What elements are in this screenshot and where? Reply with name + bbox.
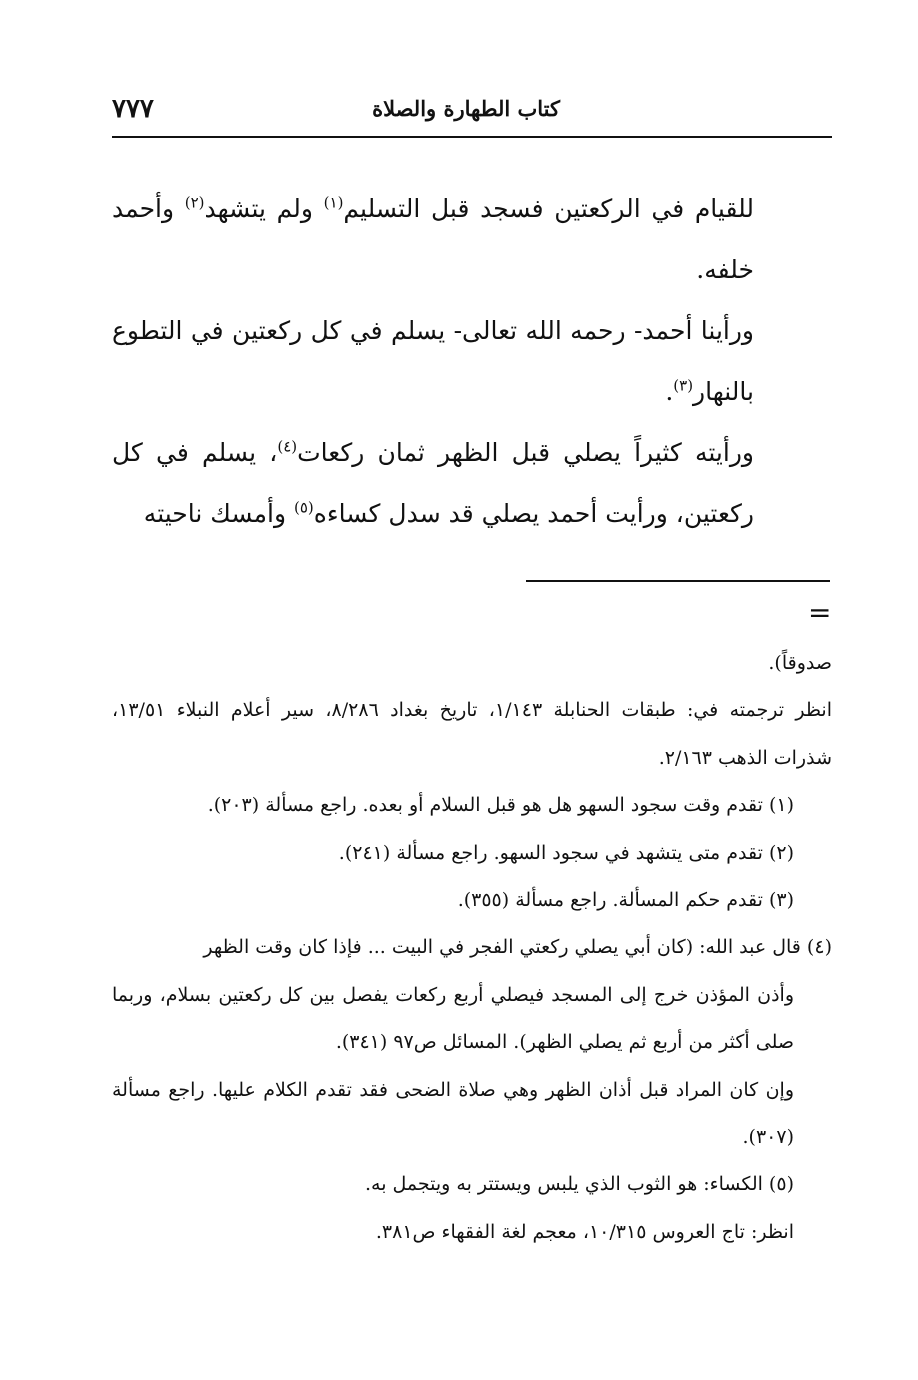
footnote-separator <box>526 580 830 582</box>
paragraph-3: ورأيته كثيراً يصلي قبل الظهر ثمان ركعات$^{(٤)}$، يسلم في كل ركعتين، ورأيت أحمد يصلي قد سدل كساءه$^{(٥)}$ وأمسك ناحيته <box>112 437 754 528</box>
footnote-4-extra: وإن كان المراد قبل أذان الظهر وهي صلاة الضحى فقد تقدم الكلام عليها. راجع مسألة (٣٠٧). <box>112 1078 794 1149</box>
footnote-5-ref: انظر: تاج العروس ١٠/٣١٥، معجم لغة الفقهاء ص٣٨١. <box>375 1220 794 1243</box>
footnote-ref-4[interactable]: (٤) <box>277 437 298 456</box>
footnotes <box>112 640 832 1256</box>
footnote-ref-1[interactable]: (١) <box>323 193 344 212</box>
footnote-3: (٣) تقدم حكم المسألة. راجع مسألة (٣٥٥). <box>457 889 794 912</box>
footnote-1: (١) تقدم وقت سجود السهو هل هو قبل السلام أو بعده. راجع مسألة (٢٠٣). <box>207 794 794 817</box>
footnote-bio-refs: انظر ترجمته في: طبقات الحنابلة ١/١٤٣، تاريخ بغداد ٨/٢٨٦، سير أعلام النبلاء ١٣/٥١، شذرات الذهب ٢/١٦٣. <box>112 699 833 769</box>
main-text <box>112 178 754 544</box>
running-title: كتاب الطهارة والصلاة <box>372 96 560 121</box>
footnote-4 <box>112 924 832 1161</box>
footnote-4-text: وأذن المؤذن خرج إلى المسجد فيصلي أربع ركعات يفصل بين كل ركعتين بسلام، وربما صلى أكثر من أربع ثم يصلي الظهر). المسائل ص٩٧ (٣٤١). <box>112 983 794 1054</box>
footnote-2: (٢) تقدم متى يتشهد في سجود السهو. راجع مسألة (٢٤١). <box>338 841 794 864</box>
paragraph-1: للقيام في الركعتين فسجد قبل التسليم$^{(١)}$ ولم يتشهد$^{(٢)}$ وأحمد خلفه. <box>112 193 755 284</box>
paragraph-2: ورأينا أحمد- رحمه الله تعالى- يسلم في كل ركعتين في التطوع بالنهار$^{(٣)}$. <box>112 316 754 406</box>
continuation-mark: = <box>808 596 832 629</box>
page-header <box>112 94 830 134</box>
footnote-4-first-line: (٤) قال عبد الله: (كان أبي يصلي ركعتي الفجر في البيت ... فإذا كان وقت الظهر <box>203 936 832 959</box>
header-rule <box>112 136 832 138</box>
footnote-5: (٥) الكساء: هو الثوب الذي يلبس ويستتر به ويتجمل به. <box>364 1173 794 1196</box>
footnote-ref-2[interactable]: (٢) <box>184 193 205 212</box>
page-number: ٧٧٧ <box>112 94 154 124</box>
footnote-ref-3[interactable]: (٣) <box>673 376 694 395</box>
footnote-ref-5[interactable]: (٥) <box>294 498 314 517</box>
footnote-continuation: صدوقاً). <box>768 652 832 674</box>
